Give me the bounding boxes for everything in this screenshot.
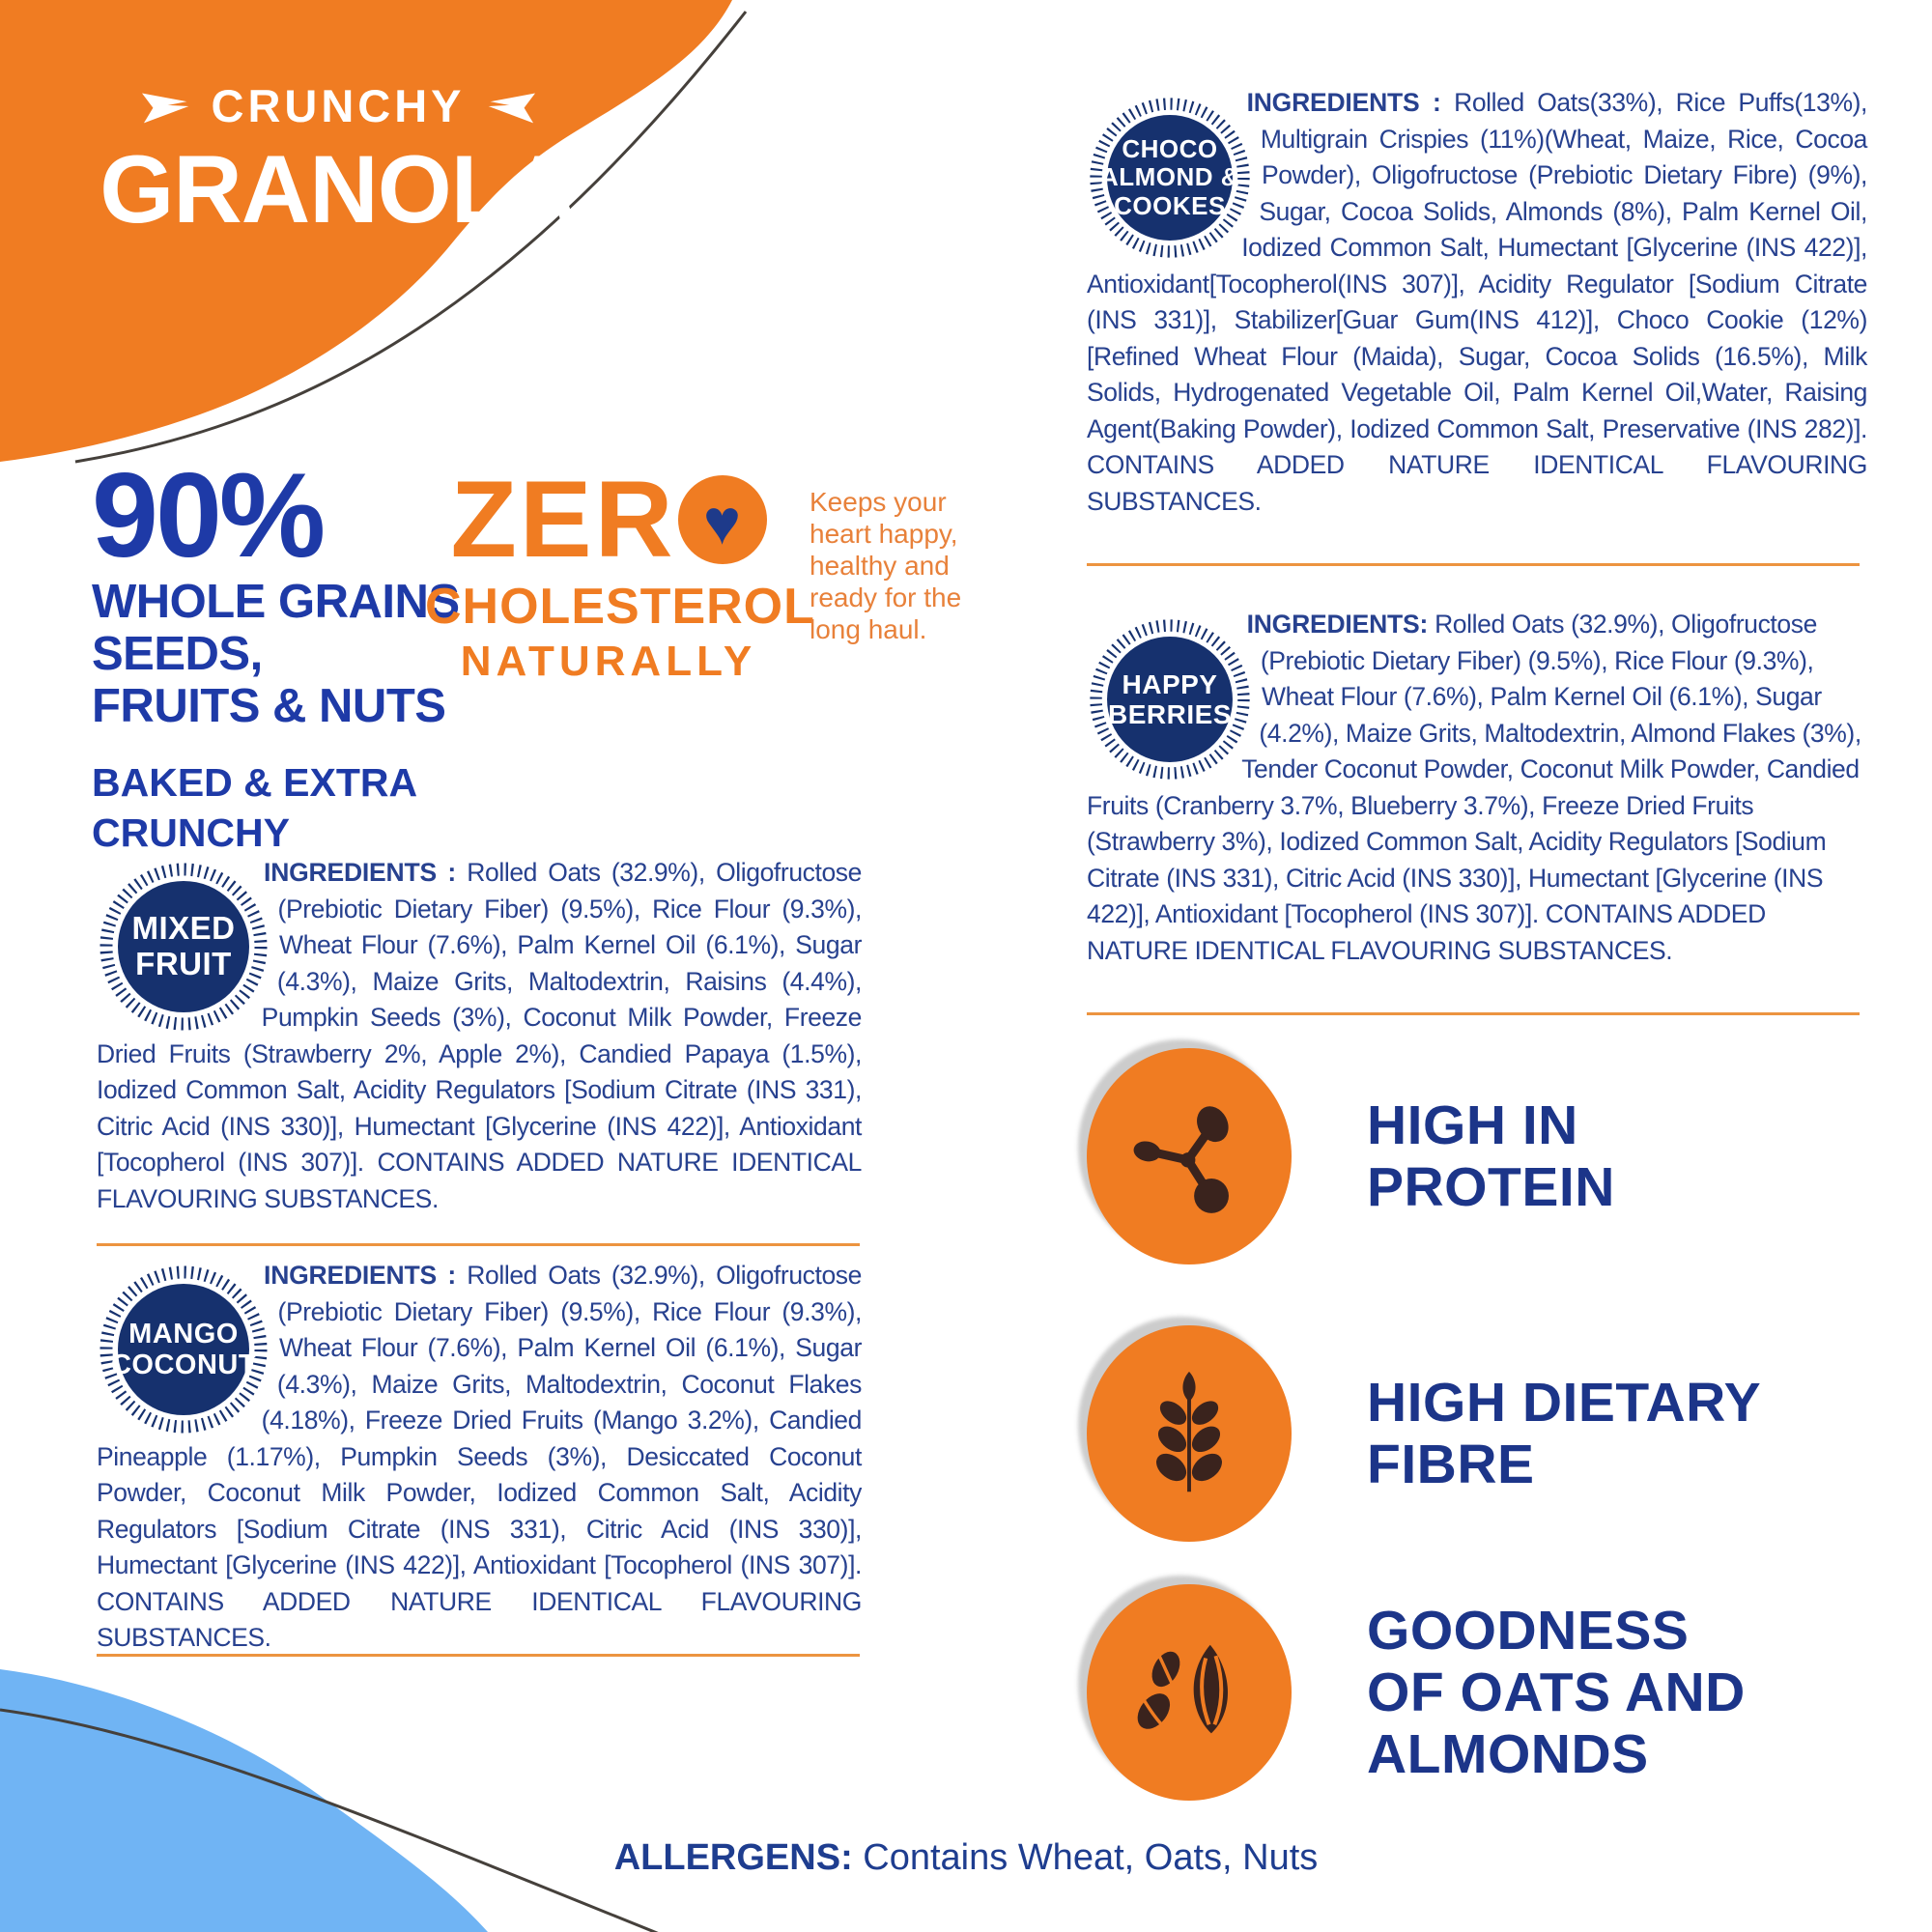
benefit-line: PROTEIN <box>1367 1156 1615 1218</box>
ingredients-text: Rolled Oats (32.9%), Oligofructose (Prebiotic Dietary Fiber) (9.5%), Rice Flour (9.3%), Wheat Flour (7.6%), Palm Kernel Oil (6.1%), Sugar (4.3%), Maize Grits, Maltodextrin, Coconut Flakes (4.18%), Freeze Dried Fruits (Mango 3.2%), Candied Pineapple (1.17%), Pumpkin Seeds (3%), Desiccated Coconut Powder, Coconut Milk Powder, Iodized Common Salt, Acidity Regulators [Sodium Citrate (INS 331), Citric Acid (INS 330)], Humectant [Glycerine (INS 422)], Antioxidant [Tocopherol (INS 307)]. CONTAINS ADDED NATURE IDENTICAL FLAVOURING SUBSTANCES. <box>97 1261 863 1652</box>
wheat-icon <box>1087 1325 1292 1542</box>
benefit-label <box>1367 1372 1761 1495</box>
benefit-high-fibre <box>1087 1325 1761 1542</box>
choco-almond-badge <box>1087 95 1253 261</box>
badge-line: MANGO <box>128 1318 239 1350</box>
benefit-label <box>1367 1094 1615 1218</box>
badge-line: COOKES <box>1114 190 1226 220</box>
heart-tagline: Keeps your heart happy, healthy and ready for the long haul. <box>810 487 962 644</box>
ingredients-label: INGREDIENTS : <box>264 1261 457 1290</box>
oats-almond-icon <box>1087 1584 1292 1801</box>
benefit-line: OF OATS AND <box>1367 1662 1746 1723</box>
badge-line: ALMOND & <box>1099 162 1240 192</box>
benefit-line: ALMONDS <box>1367 1723 1649 1785</box>
zero-cholesterol-block <box>425 459 815 686</box>
badge-line: COCONUT <box>110 1350 257 1380</box>
allergens-label: ALLERGENS: <box>613 1837 853 1878</box>
ingredients-label: INGREDIENTS : <box>1246 88 1441 117</box>
ingredients-label: INGREDIENTS : <box>264 858 457 887</box>
heart-in-o-icon <box>678 475 767 564</box>
claims-subline: CRUNCHY <box>92 810 290 855</box>
badge-line: FRUIT <box>135 946 232 981</box>
ingredients-label: INGREDIENTS: <box>1246 610 1429 639</box>
claims-percent: 90% <box>92 449 324 582</box>
benefit-label <box>1367 1600 1746 1785</box>
mango-coconut-badge <box>97 1263 270 1436</box>
zero-word: ZER <box>450 459 676 580</box>
separator-line <box>97 1243 860 1246</box>
heart-glyph: ♥ <box>702 486 742 557</box>
benefit-line: FIBRE <box>1367 1434 1535 1495</box>
ingredients-text: Rolled Oats (32.9%), Oligofructose (Prebiotic Dietary Fiber) (9.5%), Rice Flour (9.3%), Wheat Flour (7.6%), Palm Kernel Oil (6.1%), Sugar (4.2%), Maize Grits, Maltodextrin, Almond Flakes (3%), Tender Coconut Powder, Coconut Milk Powder, Candied Fruits (Cranberry 3.7%, Blueberry 3.7%), Freeze Dried Fruits (Strawberry 3%), Iodized Common Salt, Acidity Regulators [Sodium Citrate (INS 331), Citric Acid (INS 330)], Humectant [Glycerine (INS 422)], Antioxidant [Tocopherol (INS 307)]. CONTAINS ADDED NATURE IDENTICAL FLAVOURING SUBSTANCES. <box>1087 610 1861 965</box>
section-choco-almond-cookes <box>1087 85 1867 520</box>
benefit-high-protein <box>1087 1048 1615 1264</box>
blue-blob <box>0 1669 488 1932</box>
zero-line2: CHOLESTEROL <box>425 579 815 635</box>
section-mango-coconut <box>97 1258 862 1657</box>
benefit-line: HIGH DIETARY <box>1367 1372 1762 1434</box>
brand-name-line2: GRANOLA <box>99 135 577 242</box>
badge-line: HAPPY <box>1122 668 1218 699</box>
claims-line: SEEDS, <box>92 628 263 680</box>
badge-line: CHOCO <box>1122 134 1218 164</box>
separator-line <box>1087 563 1860 566</box>
badge-line: MIXED <box>131 910 236 947</box>
zero-line3: NATURALLY <box>460 638 757 685</box>
ingredients-text: Rolled Oats(33%), Rice Puffs(13%), Multigrain Crispies (11%)(Wheat, Maize, Rice, Cocoa Powder), Oligofructose (Prebiotic Dietary Fibre) (9%), Sugar, Cocoa Solids, Almonds (8%), Palm Kernel Oil, Iodized Common Salt, Humectant [Glycerine (INS 422)], Antioxidant[Tocopherol(INS 307)], Acidity Regulator [Sodium Citrate (INS 331)], Stabilizer[Guar Gum(INS 412)], Choco Cookie (12%)[Refined Wheat Flour (Maida), Sugar, Cocoa Solids (16.5%), Milk Solids, Hydrogenated Vegetable Oil, Palm Kernel Oil,Water, Raising Agent(Baking Powder), Iodized Common Salt, Preservative (INS 282)]. CONTAINS ADDED NATURE IDENTICAL FLAVOURING SUBSTANCES. <box>1087 88 1867 516</box>
benefit-line: HIGH IN <box>1367 1094 1578 1156</box>
right-chevron-icon <box>479 87 535 126</box>
brand-name-line1: CRUNCHY <box>211 80 466 131</box>
allergens-text: Contains Wheat, Oats, Nuts <box>863 1837 1319 1878</box>
mixed-fruit-badge <box>97 860 270 1034</box>
ingredients-text: Rolled Oats (32.9%), Oligofructose (Prebiotic Dietary Fiber) (9.5%), Rice Flour (9.3%), Wheat Flour (7.6%), Palm Kernel Oil (6.1%), Sugar (4.3%), Maize Grits, Maltodextrin, Raisins (4.4%), Pumpkin Seeds (3%), Coconut Milk Powder, Freeze Dried Fruits (Strawberry 2%, Apple 2%), Candied Papaya (1.5%), Iodized Common Salt, Acidity Regulators [Sodium Citrate (INS 331), Citric Acid (INS 330)], Humectant [Glycerine (INS 422)], Antioxidant [Tocopherol (INS 307)]. CONTAINS ADDED NATURE IDENTICAL FLAVOURING SUBSTANCES. <box>97 858 863 1213</box>
happy-berries-badge <box>1087 616 1253 782</box>
allergens-note <box>0 1837 1932 1879</box>
brand-logo <box>68 79 609 244</box>
separator-line <box>97 1654 860 1657</box>
left-chevron-icon <box>142 87 198 126</box>
protein-molecule-icon <box>1087 1048 1292 1264</box>
claims-line: WHOLE GRAINS <box>92 576 460 628</box>
separator-line <box>1087 1012 1860 1015</box>
claims-subline: BAKED & EXTRA <box>92 760 418 805</box>
claims-line: FRUITS & NUTS <box>92 680 446 732</box>
section-happy-berries <box>1087 607 1867 969</box>
benefit-line: GOODNESS <box>1367 1600 1690 1662</box>
section-mixed-fruit <box>97 855 862 1217</box>
benefit-oats-almonds <box>1087 1584 1746 1801</box>
badge-line: BERRIES <box>1108 699 1232 729</box>
